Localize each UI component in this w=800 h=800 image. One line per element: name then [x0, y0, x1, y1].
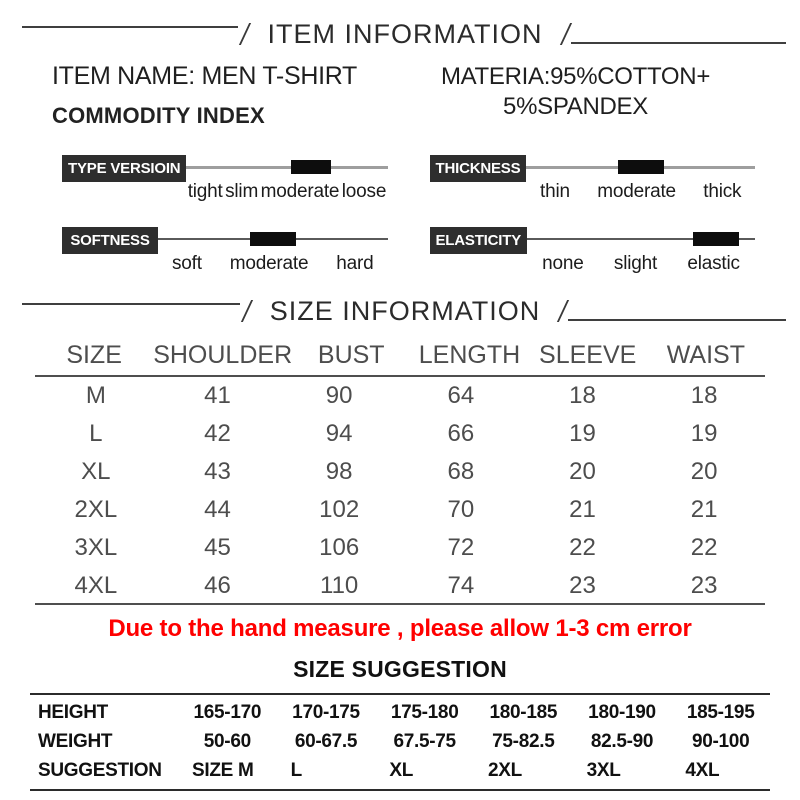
- slider-softness: [62, 227, 388, 279]
- slider-line: [186, 166, 387, 169]
- header-rule-right: [571, 42, 787, 44]
- slider-options: [526, 181, 755, 203]
- column-header: SHOULDER: [153, 341, 293, 369]
- slider-track: [186, 155, 387, 207]
- slider-thickness: [430, 155, 756, 207]
- table-cell: 165-170: [193, 701, 262, 723]
- material-line2: 5%SPANDEX: [503, 93, 648, 120]
- slider-option: thin: [540, 181, 570, 202]
- table-cell: 64: [447, 382, 475, 409]
- table-cell: 60-67.5: [294, 730, 358, 752]
- table-cell: XL: [81, 458, 111, 485]
- table-cell: L: [89, 420, 103, 447]
- table-cell: 90-100: [691, 730, 750, 752]
- table-cell: 23: [569, 572, 596, 599]
- item-name-column: [52, 62, 357, 129]
- table-cell: 22: [569, 534, 596, 561]
- table-cell: M: [85, 382, 106, 409]
- table-cell: 98: [325, 458, 353, 485]
- slider-type-version: [62, 155, 388, 207]
- table-cell: 18: [690, 382, 718, 409]
- slider-option: loose: [341, 181, 387, 202]
- slider-options: [186, 181, 387, 203]
- table-row: [35, 415, 765, 453]
- table-cell: 4XL: [685, 759, 720, 781]
- table-cell: 67.5-75: [393, 730, 456, 752]
- table-cell: 50-60: [203, 730, 251, 752]
- slider-option: none: [542, 253, 584, 274]
- slider-option: slight: [613, 253, 658, 274]
- slider-marker: [693, 232, 739, 246]
- table-cell: 94: [325, 420, 353, 447]
- size-table: [35, 333, 765, 605]
- slider-option: moderate: [260, 181, 340, 202]
- table-row: [35, 567, 765, 605]
- slider-track: [526, 155, 755, 207]
- table-cell: 21: [569, 496, 596, 523]
- table-cell: 20: [569, 458, 596, 485]
- table-cell: 72: [447, 534, 475, 561]
- column-header: SIZE: [66, 341, 122, 369]
- table-cell: 43: [204, 458, 231, 485]
- table-cell: 42: [204, 420, 231, 447]
- table-cell: 23: [690, 572, 718, 599]
- table-row: [30, 698, 770, 727]
- slider-elasticity: [430, 227, 756, 279]
- table-cell: XL: [389, 759, 414, 781]
- table-cell: 68: [447, 458, 475, 485]
- material-line1: MATERIA:95%COTTON+: [440, 63, 711, 90]
- table-cell: 75-82.5: [492, 730, 555, 752]
- table-cell: 46: [204, 572, 231, 599]
- measure-error-note: Due to the hand measure , please allow 1-3 cm error: [108, 615, 692, 642]
- slider-option: moderate: [229, 253, 309, 274]
- slider-marker: [618, 160, 664, 174]
- table-cell: 110: [320, 572, 359, 599]
- column-header: WAIST: [666, 341, 745, 369]
- material-text: [403, 62, 748, 129]
- table-cell: 180-185: [489, 701, 558, 723]
- table-row: [35, 529, 765, 567]
- slider-option: elastic: [687, 253, 740, 274]
- table-row: [35, 377, 765, 415]
- header-rule-left: [22, 26, 238, 28]
- slider-track: [527, 227, 755, 279]
- row-label: HEIGHT: [38, 701, 108, 723]
- item-information-header: [8, 18, 792, 50]
- table-row: [35, 453, 765, 491]
- size-information-header: [8, 295, 792, 327]
- table-cell: 2XL: [487, 759, 522, 781]
- table-cell: 19: [690, 420, 718, 447]
- slider-option: hard: [336, 253, 374, 274]
- table-cell: 19: [569, 420, 596, 447]
- slider-options: [527, 253, 755, 275]
- table-cell: 4XL: [74, 572, 118, 599]
- table-cell: 175-180: [390, 701, 459, 723]
- section-title: ITEM INFORMATION: [267, 18, 543, 49]
- table-cell: 21: [690, 496, 718, 523]
- slider-option: tight: [187, 181, 223, 202]
- table-cell: 22: [690, 534, 718, 561]
- row-label: SUGGESTION: [38, 759, 162, 781]
- commodity-index-sliders: [62, 155, 755, 279]
- row-label: WEIGHT: [38, 730, 113, 752]
- slash-icon: [241, 300, 253, 322]
- table-cell: 70: [447, 496, 475, 523]
- size-table-header-row: [35, 333, 765, 377]
- item-name-text: ITEM NAME: MEN T-SHIRT: [52, 62, 357, 90]
- table-cell: 106: [319, 534, 360, 561]
- slash-icon: [238, 23, 250, 45]
- slider-option: slim: [225, 181, 259, 202]
- header-rule-right: [568, 319, 786, 321]
- slider-marker: [291, 160, 331, 174]
- slider-label: SOFTNESS: [62, 227, 158, 254]
- slider-label: TYPE VERSIOIN: [62, 155, 186, 182]
- table-cell: 3XL: [586, 759, 621, 781]
- table-cell: 185-195: [686, 701, 755, 723]
- table-cell: 2XL: [74, 496, 118, 523]
- column-header: LENGTH: [418, 341, 521, 369]
- column-header: SLEEVE: [539, 341, 637, 369]
- slider-option: soft: [171, 253, 202, 274]
- commodity-index-label: COMMODITY INDEX: [52, 103, 265, 128]
- slider-options: [158, 253, 388, 275]
- size-suggestion-title: SIZE SUGGESTION: [293, 656, 507, 682]
- slider-label: THICKNESS: [430, 155, 527, 182]
- size-suggestion-table: [30, 693, 770, 791]
- table-cell: 170-175: [292, 701, 360, 723]
- table-cell: 41: [204, 382, 231, 409]
- column-header: BUST: [317, 341, 385, 369]
- item-name-row: [52, 62, 748, 129]
- slider-option: moderate: [597, 181, 676, 202]
- table-cell: 180-190: [588, 701, 656, 723]
- slider-track: [158, 227, 388, 279]
- table-cell: 44: [204, 496, 231, 523]
- section-title: SIZE INFORMATION: [269, 295, 541, 326]
- table-cell: L: [290, 759, 302, 781]
- table-cell: SIZE M: [192, 759, 254, 781]
- slider-marker: [250, 232, 296, 246]
- header-rule-left: [22, 303, 240, 305]
- slider-label: ELASTICITY: [430, 227, 528, 254]
- slider-option: thick: [703, 181, 742, 202]
- table-cell: 18: [569, 382, 596, 409]
- table-cell: 82.5-90: [590, 730, 654, 752]
- table-cell: 45: [204, 534, 231, 561]
- table-row: [30, 727, 770, 756]
- table-cell: 3XL: [74, 534, 118, 561]
- table-cell: 102: [319, 496, 360, 523]
- table-cell: 74: [447, 572, 475, 599]
- table-row: [30, 756, 770, 785]
- table-row: [35, 491, 765, 529]
- table-cell: 66: [447, 420, 475, 447]
- table-cell: 20: [690, 458, 718, 485]
- table-cell: 90: [325, 382, 353, 409]
